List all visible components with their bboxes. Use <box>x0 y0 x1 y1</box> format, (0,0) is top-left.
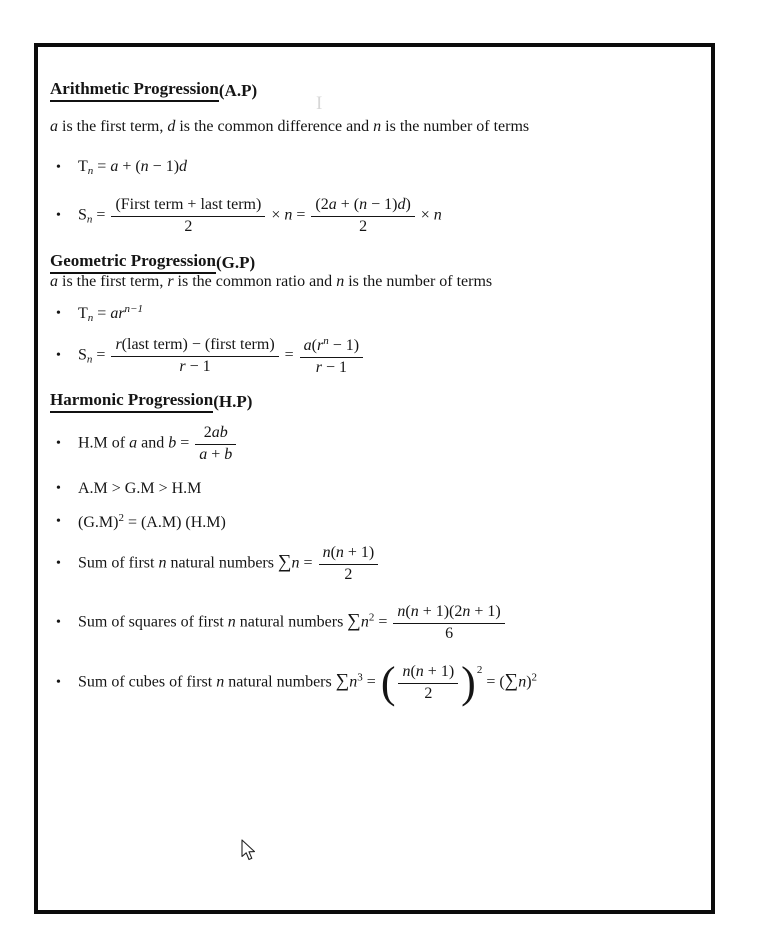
section-heading-gp <box>50 251 255 274</box>
math-r: natural numbers <box>166 554 278 572</box>
mouse-cursor-icon <box>241 839 257 861</box>
math-r: − 1) <box>148 158 180 176</box>
math-r: ) <box>526 673 532 691</box>
math-r: H.M of <box>78 434 130 452</box>
math-r: S <box>78 346 87 364</box>
fraction-denominator <box>393 624 504 643</box>
bullet-icon: • <box>56 481 61 496</box>
math-rsup: 2 <box>118 511 124 524</box>
math-r: ( <box>410 663 416 681</box>
math-r: T <box>78 158 88 176</box>
math-r: + ( <box>336 196 360 214</box>
formula-gm-squared <box>78 512 226 532</box>
fraction <box>111 336 278 376</box>
formula-sum-squares <box>78 603 507 643</box>
math-r: natural numbers <box>235 613 348 631</box>
math-r: (First term + last term) <box>115 196 262 214</box>
math-i: b <box>224 445 233 463</box>
heading-underlined-text: Harmonic Progression <box>50 390 213 413</box>
math-sup: n <box>323 335 329 348</box>
math-sub: n <box>87 312 94 325</box>
math-r: = <box>93 305 111 323</box>
heading-suffix: (A.P) <box>218 80 258 100</box>
math-r: + 1) <box>343 544 375 562</box>
hp-bullet-gm2 <box>56 511 226 533</box>
heading-underlined-text: Geometric Progression <box>50 251 216 274</box>
math-i: r <box>317 337 324 355</box>
math-i: n <box>462 603 471 621</box>
paren-inner <box>396 663 460 703</box>
math-i: r <box>315 358 322 376</box>
fraction <box>393 603 504 643</box>
math-i: a <box>303 337 312 355</box>
fraction-numerator <box>195 424 236 444</box>
math-i: n <box>402 663 411 681</box>
math-r: − 1) <box>367 196 398 214</box>
math-r: = <box>93 158 111 176</box>
math-r: = <box>280 346 298 364</box>
math-i: n <box>359 196 368 214</box>
math-r: Sum of cubes of first <box>78 673 217 691</box>
fraction-denominator <box>319 565 379 584</box>
math-r: ( <box>330 544 336 562</box>
fraction <box>311 196 414 236</box>
math-i: n <box>158 554 167 572</box>
math-r: is the first term, <box>58 117 168 135</box>
hp-bullet-order <box>56 478 201 500</box>
hp-bullet-sum-n <box>56 542 380 586</box>
bullet-icon: • <box>56 514 61 529</box>
intro-text <box>50 273 492 291</box>
math-r: + <box>207 445 225 463</box>
math-sup: n−1 <box>124 303 143 316</box>
math-i: d <box>179 158 188 176</box>
intro-text <box>50 118 529 136</box>
math-r: = <box>299 554 317 572</box>
math-r: = <box>176 434 194 452</box>
math-rsup: 3 <box>357 671 363 684</box>
ap-intro-line <box>50 117 529 137</box>
math-sum: ∑ <box>347 610 361 632</box>
ap-bullet-tn <box>56 157 187 179</box>
fraction-numerator <box>111 196 265 216</box>
math-r: 2 <box>344 565 353 583</box>
math-i: r <box>179 357 186 375</box>
math-sub: n <box>87 165 94 178</box>
heading-suffix: (G.P) <box>216 252 256 272</box>
math-r: is the first term, <box>58 272 168 290</box>
math-r: 6 <box>445 624 454 642</box>
math-r: is the number of terms <box>381 117 530 135</box>
hp-bullet-sum-squares <box>56 601 507 645</box>
math-i: a <box>129 434 138 452</box>
math-i: d <box>167 117 176 135</box>
math-r: is the common ratio and <box>173 272 337 290</box>
fraction-denominator <box>195 445 236 464</box>
formula-harmonic-mean <box>78 424 238 464</box>
bullet-icon: • <box>56 436 61 451</box>
math-r: is the common difference and <box>175 117 374 135</box>
gp-bullet-tn <box>56 303 143 325</box>
heading-underlined-text: Arithmetic Progression <box>50 79 219 102</box>
math-i: n <box>227 613 236 631</box>
math-i: n <box>291 554 300 572</box>
math-i: ab <box>211 424 228 442</box>
math-i: n <box>433 206 442 224</box>
math-i: r <box>115 336 122 354</box>
gp-bullet-sn <box>56 334 365 378</box>
math-rsup: 2 <box>531 671 538 684</box>
fraction-numerator <box>111 336 278 356</box>
fraction-numerator <box>393 603 504 623</box>
math-r: 2 <box>359 217 368 235</box>
math-r: = ( <box>482 673 505 691</box>
heading-suffix: (H.P) <box>213 391 253 411</box>
right-paren: ) <box>461 658 476 708</box>
fraction <box>300 335 363 377</box>
math-rsup: 2 <box>368 611 375 624</box>
fraction-denominator <box>111 357 278 376</box>
math-r: 2 <box>203 424 212 442</box>
bullet-icon: • <box>56 556 61 571</box>
math-r: × <box>267 206 285 224</box>
gp-intro-line <box>50 272 492 292</box>
math-i: n <box>322 544 331 562</box>
section-heading-hp <box>50 390 252 413</box>
math-i: b <box>168 434 177 452</box>
math-r: + ( <box>118 158 141 176</box>
math-r: (2 <box>315 196 329 214</box>
math-r: (last term) − (first term) <box>121 336 275 354</box>
fraction <box>195 424 236 464</box>
fraction-numerator <box>319 544 379 564</box>
math-i: a <box>328 196 337 214</box>
math-r: 2 <box>424 684 433 702</box>
section-heading-ap <box>50 79 257 102</box>
math-r: (G.M) <box>78 513 119 531</box>
math-r: is the number of terms <box>344 272 493 290</box>
math-i: n <box>360 613 369 631</box>
math-i: n <box>518 673 527 691</box>
bullet-icon: • <box>56 348 61 363</box>
fraction-numerator <box>300 335 363 357</box>
hp-bullet-sum-cubes <box>56 658 537 708</box>
math-r: = <box>92 206 110 224</box>
math-i: n <box>284 206 293 224</box>
fraction-numerator <box>398 663 458 683</box>
math-r: and <box>137 434 169 452</box>
math-i: a <box>50 272 58 290</box>
fraction-denominator <box>300 358 363 377</box>
fraction <box>111 196 265 236</box>
math-r: − 1 <box>185 357 211 375</box>
math-i: d <box>397 196 406 214</box>
fraction-denominator <box>311 217 414 236</box>
math-r: × <box>416 206 434 224</box>
math-i: n <box>335 544 344 562</box>
formula-sum-cubes <box>78 658 538 708</box>
math-r: ( <box>311 337 317 355</box>
math-r: = <box>92 346 110 364</box>
fraction <box>398 663 458 703</box>
math-r: T <box>78 305 88 323</box>
math-r: A.M > G.M > H.M <box>78 479 202 497</box>
math-r: − 1 <box>321 358 348 376</box>
left-paren: ( <box>380 658 396 708</box>
math-r: + 1) <box>423 663 455 681</box>
formula-sn-ap <box>78 196 442 236</box>
math-i: n <box>415 663 424 681</box>
math-sub: n <box>86 353 93 366</box>
parenthesized-group <box>380 658 483 708</box>
bullet-icon: • <box>56 615 61 630</box>
math-i: a <box>199 445 208 463</box>
math-sum: ∑ <box>335 670 350 692</box>
ap-bullet-sn <box>56 194 442 238</box>
math-i: n <box>349 673 358 691</box>
bullet-icon: • <box>56 675 61 690</box>
math-r: = <box>362 673 380 691</box>
bullet-icon: • <box>56 160 61 175</box>
math-sum: ∑ <box>504 670 519 692</box>
math-r: ) <box>405 196 411 214</box>
math-i: ar <box>110 305 125 323</box>
math-i: n <box>216 673 225 691</box>
formula-mean-inequality <box>78 480 201 498</box>
math-r: Sum of first <box>78 554 159 572</box>
math-r: ( <box>405 603 411 621</box>
math-i: a <box>110 158 119 176</box>
math-r: = <box>292 206 310 224</box>
math-sum: ∑ <box>277 551 292 573</box>
fraction-numerator <box>311 196 414 216</box>
hp-bullet-hm <box>56 422 238 466</box>
fraction-denominator <box>398 684 458 703</box>
math-r: Sum of squares of first <box>78 613 228 631</box>
math-r: natural numbers <box>224 673 336 691</box>
formula-tn-ap <box>78 158 187 178</box>
math-r: + 1)(2 <box>418 603 463 621</box>
fraction-denominator <box>111 217 265 236</box>
math-r: + 1) <box>470 603 501 621</box>
math-i: n <box>336 272 345 290</box>
math-i: r <box>167 272 174 290</box>
formula-sum-natural <box>78 544 380 584</box>
math-r: 2 <box>184 217 193 235</box>
math-i: n <box>397 603 406 621</box>
bullet-icon: • <box>56 306 61 321</box>
math-r: = (A.M) (H.M) <box>123 513 226 531</box>
math-i: a <box>50 117 58 135</box>
bullet-icon: • <box>56 208 61 223</box>
paren-exponent: 2 <box>476 664 483 677</box>
math-r: = <box>374 613 392 631</box>
math-i: n <box>373 117 382 135</box>
math-sub: n <box>86 213 93 226</box>
math-i: n <box>410 603 419 621</box>
math-i: n <box>140 158 149 176</box>
formula-tn-gp <box>78 303 143 325</box>
formula-sn-gp <box>78 335 365 377</box>
math-r: − 1) <box>328 337 360 355</box>
math-r: S <box>78 206 87 224</box>
text-cursor-ibeam: I <box>316 93 323 114</box>
fraction <box>319 544 379 584</box>
